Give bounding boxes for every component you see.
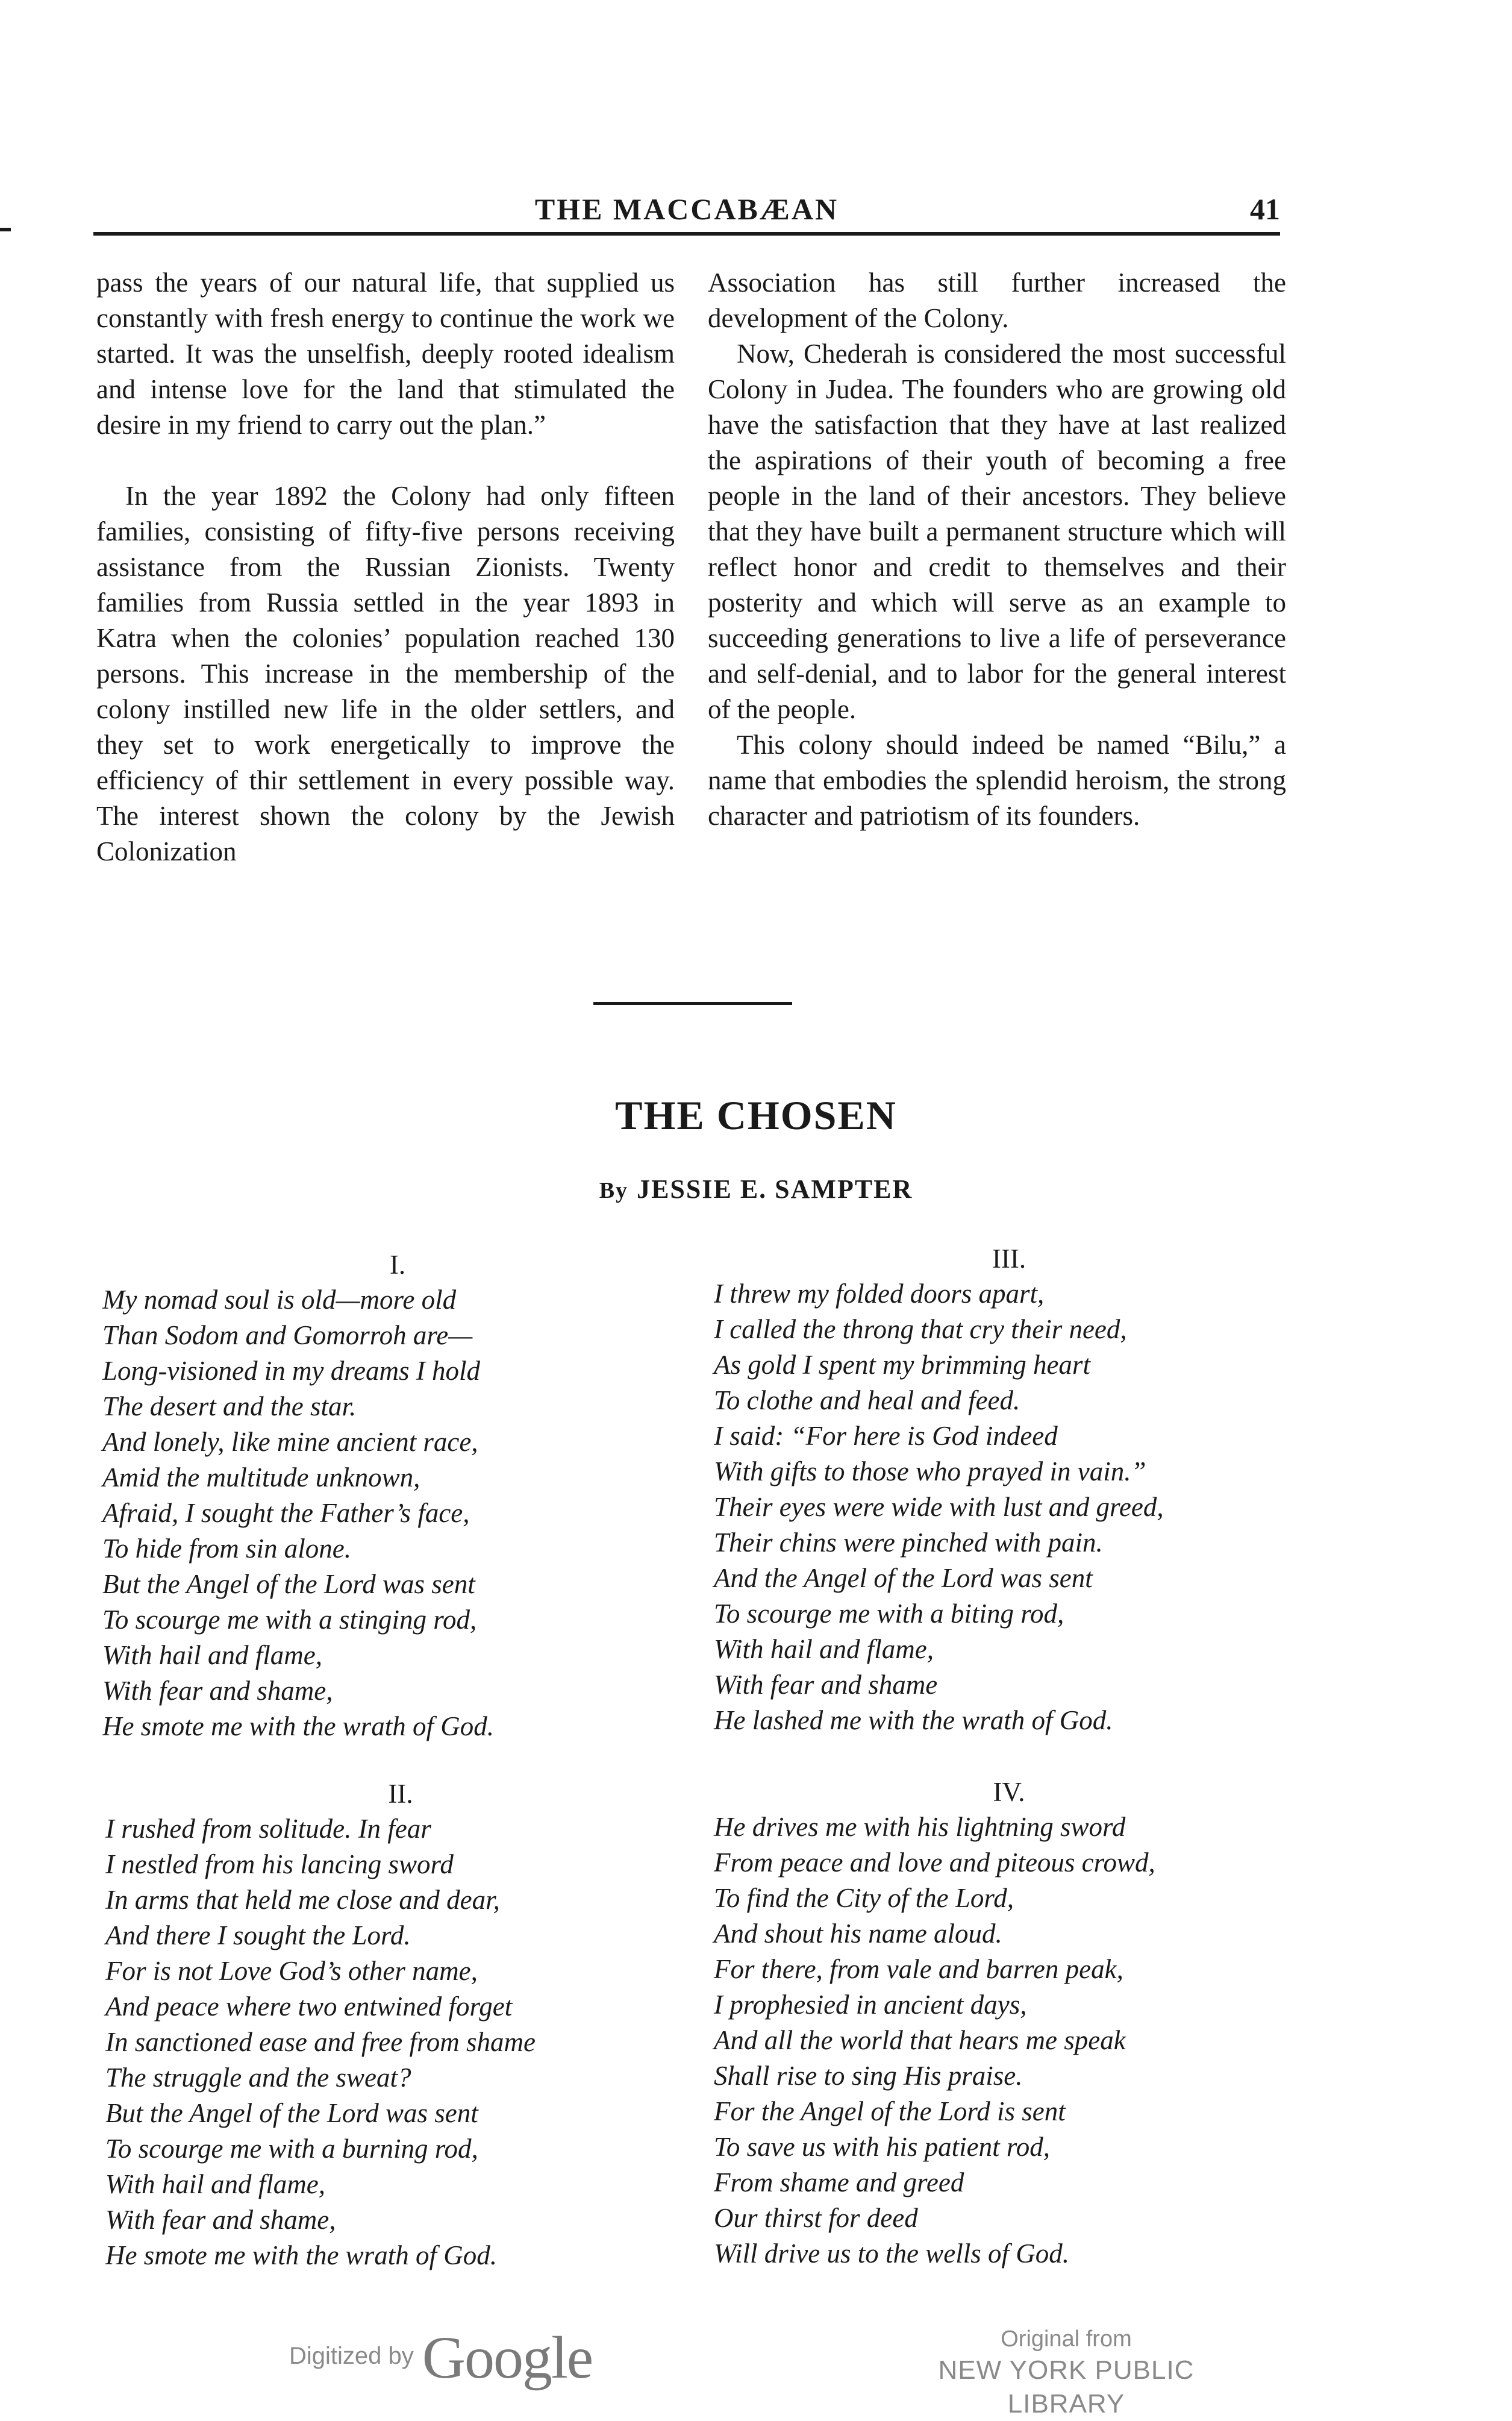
journal-title: THE MACCABÆAN [534, 192, 839, 226]
poem-line: From peace and love and piteous crowd, [714, 1847, 1155, 1878]
poem-line: To save us with his patient rod, [714, 2132, 1050, 2162]
poem-line: With hail and flame, [105, 2169, 325, 2199]
stanza-number: II. [388, 1779, 413, 1809]
source-attribution [879, 2325, 1253, 2421]
digitized-watermark [289, 2323, 592, 2392]
poem-line: He smote me with the wrath of God. [105, 2240, 497, 2270]
poem-line: Long-visioned in my dreams I hold [102, 1356, 481, 1386]
stanza-number: IV. [993, 1777, 1025, 1807]
poem-line: And lonely, like mine ancient race, [102, 1427, 478, 1457]
poem-line: With gifts to those who prayed in vain.” [714, 1456, 1146, 1486]
poem-line: But the Angel of the Lord was sent [102, 1569, 475, 1599]
poem-line: In sanctioned ease and free from shame [105, 2027, 536, 2057]
poem-line: To scourge me with a biting rod, [714, 1599, 1064, 1629]
poem-byline [0, 1174, 1512, 1204]
stanza-lines [102, 1282, 693, 1744]
poem-line: I rushed from solitude. In fear [105, 1814, 431, 1844]
stanza-lines [714, 1276, 1304, 1738]
poem-author: JESSIE E. SAMPTER [637, 1174, 913, 1204]
poem-line: With fear and shame, [105, 2205, 336, 2235]
poem-line: With hail and flame, [714, 1634, 934, 1664]
poem-line: I prophesied in ancient days, [714, 1990, 1027, 2020]
poem-line: He smote me with the wrath of God. [102, 1711, 494, 1741]
margin-mark [0, 228, 11, 231]
poem-line: I said: “For here is God indeed [714, 1421, 1058, 1451]
digitized-by-label: Digitized by [289, 2343, 414, 2370]
poem-line: He drives me with his lightning sword [714, 1812, 1126, 1842]
poem-line: Their chins were pinched with pain. [714, 1527, 1103, 1558]
stanza-2 [105, 1776, 696, 2273]
poem-line: With hail and flame, [102, 1640, 322, 1670]
page-number: 41 [1250, 192, 1280, 226]
poem-line: To find the City of the Lord, [714, 1883, 1014, 1913]
poem-line: Their eyes were wide with lust and greed, [714, 1492, 1164, 1522]
stanza-4 [714, 1774, 1304, 2272]
poem-line: For is not Love God’s other name, [105, 1956, 478, 1986]
poem-line: I called the throng that cry their need, [714, 1314, 1127, 1344]
poem-line: And peace where two entwined forget [105, 1991, 513, 2022]
poem-line: I nestled from his lancing sword [105, 1849, 454, 1879]
poem-line: With fear and shame [714, 1670, 938, 1700]
poem-line: And all the world that hears me speak [714, 2025, 1126, 2055]
poem-line: And there I sought the Lord. [105, 1920, 411, 1950]
poem-line: For the Angel of the Lord is sent [714, 2096, 1066, 2126]
poem-line: As gold I spent my brimming heart [714, 1350, 1090, 1380]
byline-by: By [599, 1178, 629, 1203]
poem-line: To clothe and heal and feed. [714, 1385, 1020, 1415]
poem-line: My nomad soul is old—more old [102, 1285, 457, 1315]
library-name: NEW YORK PUBLIC LIBRARY [938, 2355, 1195, 2419]
stanza-3 [714, 1241, 1304, 1738]
poem-line: I threw my folded doors apart, [714, 1279, 1045, 1309]
poem-line: Our thirst for deed [714, 2203, 918, 2233]
poem-line: He lashed me with the wrath of God. [714, 1705, 1113, 1735]
stanza-number: III. [992, 1244, 1026, 1274]
section-divider [593, 1002, 792, 1005]
poem-line: From shame and greed [714, 2167, 964, 2197]
poem-line: The struggle and the sweat? [105, 2062, 411, 2093]
stanza-lines [714, 1809, 1304, 2272]
poem-title: THE CHOSEN [615, 1092, 897, 1138]
article-paragraph: Now, Chederah is considered the most successful Colony in Judea. The founders who are growing old have the satisfaction that they have at last realized the aspirations of their youth of becoming a free people in the land of their ancestors. They believe that they have built a permanent structure which will reflect honor and credit to themselves and their posterity and which will serve as an example to succeeding generations to live a life of perseverance and self-denial, and to labor for the general interest of the people. [708, 339, 1286, 724]
stanza-lines [105, 1811, 696, 2273]
article-paragraph: In the year 1892 the Colony had only fifteen families, consisting of fifty-five persons receiving assistance from the Russian Zionists. Twenty families from Russia settled in the year 1893 in Katra when the colonies’ population reached 130 persons. This increase in the membership of the colony instilled new life in the older settlers, and they set to work energetically to improve the efficiency of thir settlement in every possible way. The interest shown the colony by the Jewish Colonization [96, 481, 675, 866]
poem-line: Afraid, I sought the Father’s face, [102, 1498, 470, 1528]
poem-line: And the Angel of the Lord was sent [714, 1563, 1093, 1593]
running-header [93, 192, 1280, 234]
article-paragraph: This colony should indeed be named “Bilu,” a name that embodies the splendid heroism, the strong character and patriotism of its founders. [708, 730, 1286, 831]
header-rule [93, 232, 1280, 236]
poem-line: To scourge me with a stinging rod, [102, 1605, 477, 1635]
stanza-1 [102, 1247, 693, 1744]
poem-line: Will drive us to the wells of God. [714, 2238, 1069, 2269]
poem-line: Than Sodom and Gomorroh are— [102, 1320, 473, 1350]
google-logo: Google [422, 2324, 593, 2391]
article-paragraph: pass the years of our natural life, that supplied us constantly with fresh energy to continue the work we started. It was the unselfish, deeply rooted idealism and intense love for the land that stimulated the desire in my friend to carry out the plan.” [96, 268, 675, 440]
poem-line: To hide from sin alone. [102, 1533, 351, 1564]
poem-line: For there, from vale and barren peak, [714, 1954, 1123, 1984]
article-right-column [708, 265, 1286, 834]
article-left-column [96, 265, 675, 869]
poem-line: The desert and the star. [102, 1391, 357, 1421]
article-paragraph: Association has still further increased the development of the Colony. [708, 268, 1286, 333]
poem-line: And shout his name aloud. [714, 1918, 1002, 1949]
stanza-number: I. [389, 1250, 406, 1280]
poem-line: In arms that held me close and dear, [105, 1885, 500, 1915]
poem-line: To scourge me with a burning rod, [105, 2134, 478, 2164]
poem-line: But the Angel of the Lord was sent [105, 2098, 478, 2128]
original-from-label: Original from [1001, 2326, 1132, 2352]
poem-line: Amid the multitude unknown, [102, 1462, 420, 1492]
poem-line: With fear and shame, [102, 1676, 333, 1706]
poem-line: Shall rise to sing His praise. [714, 2061, 1023, 2091]
